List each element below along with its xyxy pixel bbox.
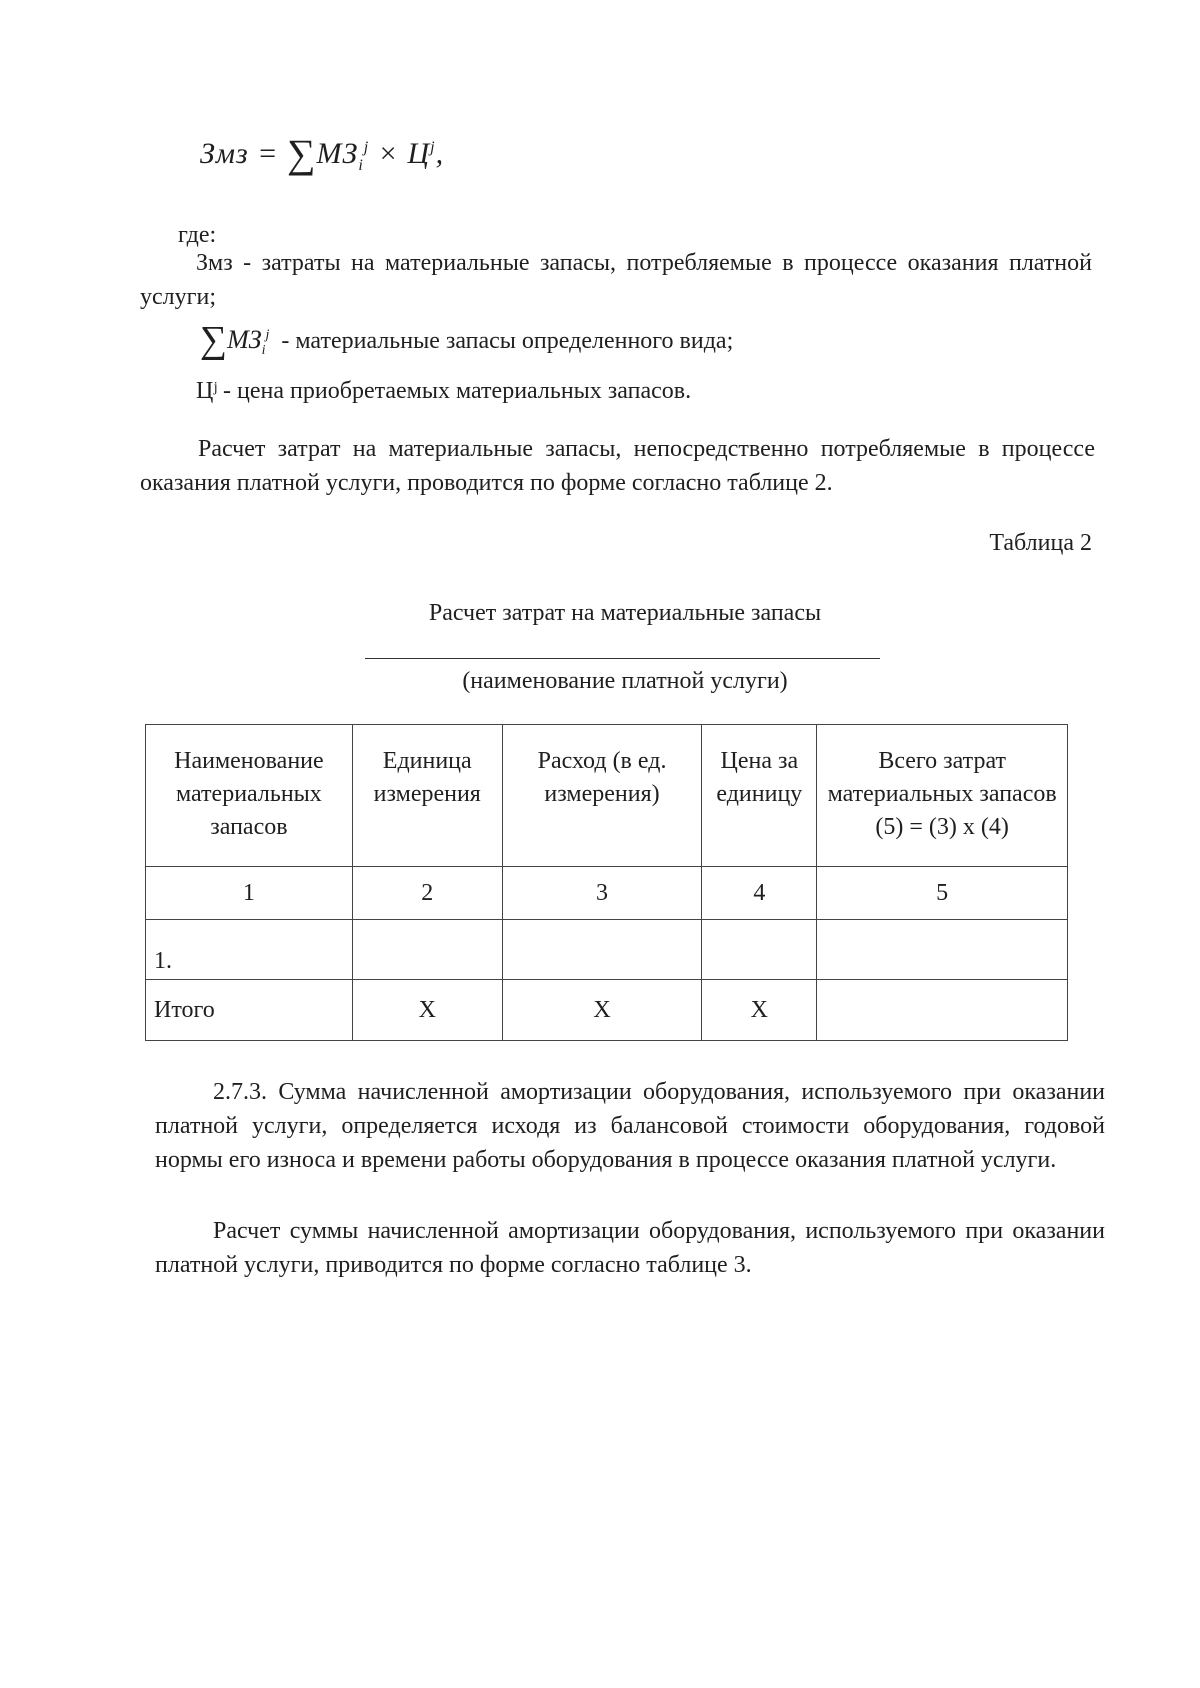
number-cell: 4	[702, 867, 817, 920]
section-2-7-3-text-1: 2.7.3. Сумма начисленной амортизации оборудования, используемого при оказании платной услуги, определяется исходя из балансовой стоимости оборудования, годовой нормы его износа и времени работы оборудования в процессе оказания платной услуги.	[155, 1079, 1105, 1173]
paragraph-calc-text: Расчет затрат на материальные запасы, непосредственно потребляемые в процессе оказания платной услуги, проводится по форме согласно таблице 2.	[140, 436, 1095, 496]
definition-mz-text: - материальные запасы определенного вида;	[281, 328, 734, 354]
definition-mz-sub: i	[261, 343, 266, 359]
total-cell: Х	[502, 980, 702, 1041]
definition-zmz	[140, 246, 1092, 314]
definition-mz-sup: j	[265, 327, 270, 343]
sum-symbol-def: ∑	[200, 319, 228, 361]
section-2-7-3-paragraph-1	[155, 1075, 1105, 1177]
table-cell	[502, 920, 702, 980]
table-row	[146, 920, 1068, 980]
section-2-7-3-paragraph-2	[155, 1214, 1105, 1282]
section-2-7-3-text-2: Расчет суммы начисленной амортизации оборудования, используемого при оказании платной услуги, приводится по форме согласно таблице 3.	[155, 1218, 1105, 1278]
sum-symbol: ∑	[286, 131, 317, 176]
paragraph-calc	[140, 432, 1095, 500]
definition-zmz-text: Змз - затраты на материальные запасы, потребляемые в процессе оказания платной услуги;	[140, 250, 1092, 310]
number-cell: 3	[502, 867, 702, 920]
number-cell: 2	[352, 867, 502, 920]
definition-mz	[200, 318, 733, 362]
formula-zmz	[200, 130, 444, 177]
table-total-row	[146, 980, 1068, 1041]
definition-price: Цʲ - цена приобретаемых материальных запасов.	[196, 378, 692, 404]
formula-term2: Ц	[407, 137, 431, 170]
header-cell: Всего затрат материальных запасов (5) = (3) х (4)	[817, 725, 1068, 867]
table-cell	[702, 920, 817, 980]
formula-term1-sub: i	[358, 157, 364, 174]
total-label-cell: Итого	[146, 980, 353, 1041]
table-header-row	[146, 725, 1068, 867]
header-cell: Наименование материальных запасов	[146, 725, 353, 867]
total-cell: Х	[352, 980, 502, 1041]
table-label: Таблица 2	[989, 530, 1092, 556]
table-cell	[817, 920, 1068, 980]
header-cell: Единица измерения	[352, 725, 502, 867]
number-cell: 5	[817, 867, 1068, 920]
table-number-row	[146, 867, 1068, 920]
header-cell: Цена за единицу	[702, 725, 817, 867]
formula-tail: ,	[435, 137, 445, 170]
total-cell: Х	[702, 980, 817, 1041]
table-subtitle: (наименование платной услуги)	[462, 668, 788, 694]
number-cell: 1	[146, 867, 353, 920]
total-cell	[817, 980, 1068, 1041]
formula-term1: МЗ	[316, 137, 359, 170]
formula-lhs: Змз	[200, 137, 249, 170]
header-cell: Расход (в ед. измерения)	[502, 725, 702, 867]
definition-mz-symbol: МЗ	[227, 325, 262, 354]
service-name-blank-line	[365, 658, 880, 659]
formula-times: ×	[369, 137, 408, 170]
table-title: Расчет затрат на материальные запасы	[428, 600, 822, 626]
table-cell	[352, 920, 502, 980]
table-cell: 1.	[146, 920, 353, 980]
where-label: где:	[178, 222, 217, 248]
formula-term1-sup: j	[363, 139, 370, 156]
formula-term2-sup: j	[430, 139, 436, 156]
materials-cost-table	[145, 724, 1068, 1041]
formula-eq: =	[248, 137, 287, 170]
